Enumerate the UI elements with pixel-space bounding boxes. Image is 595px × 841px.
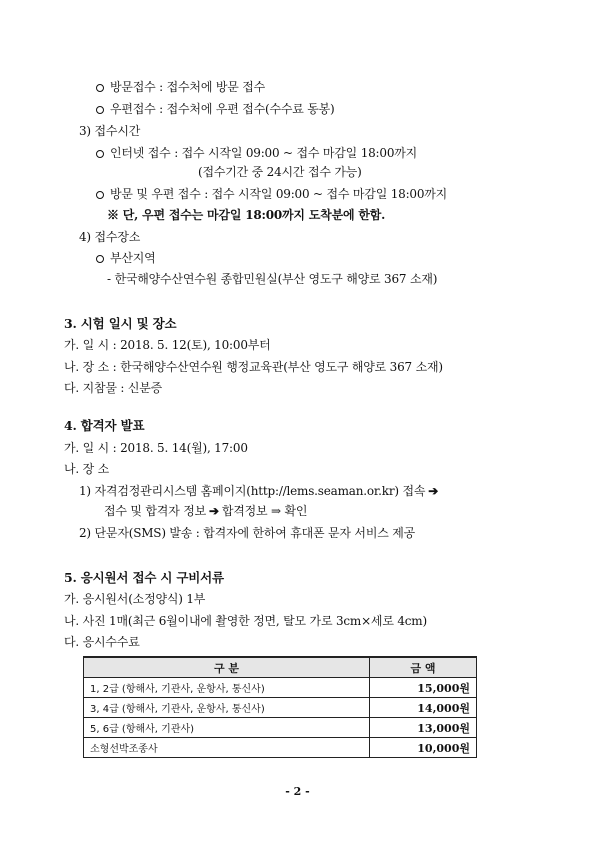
fee-table [83,656,477,758]
circle-bullet-icon [96,106,104,114]
section5-b: 나. 사진 1매(최근 6월이내에 촬영한 정면, 탈모 가로 3cm×세로 4cm) [64,614,427,628]
section4-b1-cont: 접수 및 합격자 정보 ➔ 합격정보 ⇒ 확인 [104,504,308,518]
table-cell: 13,000원 [370,718,477,738]
table-row [84,718,477,738]
section4-a: 가. 일 시 : 2018. 5. 14(월), 17:00 [64,441,248,455]
section4-heading: 4. 합격자 발표 [64,418,145,433]
l1: 방문접수 : 접수처에 방문 접수 [96,79,265,95]
table-cell: 10,000원 [370,738,477,758]
table-header: 금 액 [370,657,477,678]
table-row [84,738,477,758]
l8: 4) 접수장소 [79,230,141,244]
l6: 방문 및 우편 접수 : 접수 시작일 09:00 ~ 접수 마감일 18:00까지 [96,186,447,202]
table-header-row [84,657,477,678]
table-cell: 1, 2급 (항해사, 기관사, 운항사, 통신사) [84,678,370,698]
table-cell: 3, 4급 (항해사, 기관사, 운항사, 통신사) [84,698,370,718]
l4: 인터넷 접수 : 접수 시작일 09:00 ~ 접수 마감일 18:00까지 [96,145,417,161]
circle-bullet-icon [96,255,104,263]
l7: ※ 단, 우편 접수는 마감일 18:00까지 도착분에 한함. [107,208,386,222]
section3-a: 가. 일 시 : 2018. 5. 12(토), 10:00부터 [64,338,271,352]
l2: 우편접수 : 접수처에 우편 접수(수수료 동봉) [96,101,335,117]
table-cell: 5, 6급 (항해사, 기관사) [84,718,370,738]
table-row [84,678,477,698]
table-header: 구 분 [84,657,370,678]
l10: - 한국해양수산연수원 종합민원실(부산 영도구 해양로 367 소재) [107,272,438,286]
section3-b: 나. 장 소 : 한국해양수산연수원 행정교육관(부산 영도구 해양로 367 소재) [64,360,443,374]
right-arrow-icon: ➔ [208,504,219,518]
section3-c: 다. 지참물 : 신분증 [64,381,163,395]
circle-bullet-icon [96,84,104,92]
table-row [84,698,477,718]
page-number: - 2 - [285,785,310,798]
section3-heading: 3. 시험 일시 및 장소 [64,316,177,331]
section5-c: 다. 응시수수료 [64,635,140,649]
table-cell: 소형선박조종사 [84,738,370,758]
right-arrow-icon: ➔ [428,484,439,498]
section4-b: 나. 장 소 [64,462,110,476]
table-cell: 15,000원 [370,678,477,698]
table-cell: 14,000원 [370,698,477,718]
section4-b2: 2) 단문자(SMS) 발송 : 합격자에 한하여 휴대폰 문자 서비스 제공 [79,526,416,540]
circle-bullet-icon [96,191,104,199]
l9: 부산지역 [96,250,156,266]
l5: (접수기간 중 24시간 접수 가능) [198,165,362,179]
circle-bullet-icon [96,150,104,158]
section5-a: 가. 응시원서(소정양식) 1부 [64,592,206,606]
section5-heading: 5. 응시원서 접수 시 구비서류 [64,570,224,585]
section4-b1: 1) 자격검정관리시스템 홈페이지(http://lems.seaman.or.kr) 접속 ➔ [79,484,439,498]
l3: 3) 접수시간 [79,124,141,138]
